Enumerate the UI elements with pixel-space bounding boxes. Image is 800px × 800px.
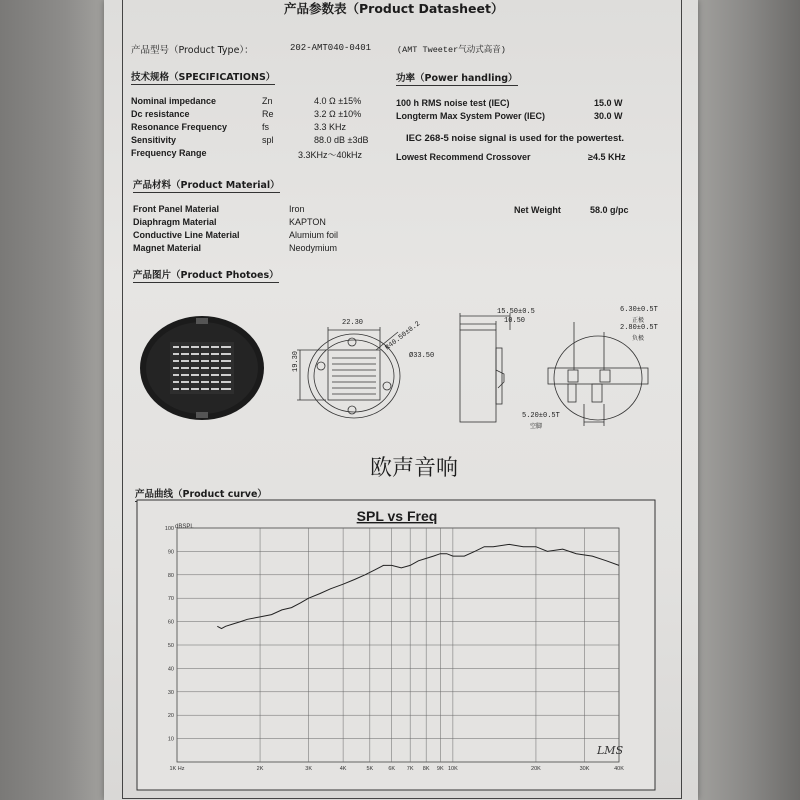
y-tick-label: 100	[164, 526, 174, 532]
dim-negative-cn: 负极	[632, 335, 645, 342]
chart-title: SPL vs Freq	[356, 508, 438, 524]
power-value: 30.0 W	[594, 111, 623, 121]
material-value: KAPTON	[289, 217, 326, 227]
material-name: Front Panel Material	[133, 204, 220, 214]
power-value: 15.0 W	[594, 98, 623, 108]
material-name: Conductive Line Material	[133, 230, 240, 240]
diaphragm-slots	[173, 347, 231, 389]
spec-name: Frequency Range	[131, 148, 207, 158]
y-tick-label: 30	[167, 689, 174, 696]
spec-symbol: fs	[262, 122, 270, 132]
crossover-label: Lowest Recommend Crossover	[396, 152, 531, 162]
dim-depth-body: 10.50	[504, 317, 526, 325]
y-tick-label: 10	[167, 736, 174, 743]
product-desc: (AMT Tweeter气动式高音)	[397, 45, 506, 55]
datasheet-page	[104, 0, 698, 800]
dim-height: 19.30	[292, 350, 300, 372]
y-tick-label: 50	[167, 643, 174, 649]
x-tick-label: 8K	[422, 766, 430, 772]
power-name: Longterm Max System Power (IEC)	[396, 111, 546, 121]
spec-symbol: spl	[262, 135, 274, 145]
material-value: Iron	[289, 204, 305, 214]
dim-spare: 5.20±0.5T	[522, 412, 560, 420]
x-tick-label: 3K	[305, 766, 313, 772]
dim-negative: 2.80±0.5T	[620, 324, 658, 332]
spec-symbol: Re	[262, 109, 274, 119]
dim-positive-cn: 正极	[632, 317, 645, 324]
y-tick-label: 70	[167, 596, 174, 603]
x-tick-label: 5K	[366, 766, 374, 772]
spec-name: Nominal impedance	[131, 96, 217, 106]
material-value: Alumium foil	[289, 230, 339, 240]
specifications-heading: 技术规格（SPECIFICATIONS）	[131, 69, 275, 85]
x-tick-label: 6K	[388, 766, 396, 772]
x-tick-label: 40K	[614, 766, 624, 772]
y-tick-label: 20	[167, 713, 174, 720]
spec-name: Sensitivity	[131, 135, 177, 145]
x-tick-label: 1K Hz	[169, 766, 185, 772]
dim-diameter: Ø33.50	[409, 352, 435, 360]
spec-name: Dc resistance	[131, 109, 190, 119]
x-tick-label: 30K	[579, 766, 590, 772]
spec-symbol: Zn	[262, 96, 273, 106]
spec-value: 3.2 Ω ±10%	[314, 109, 362, 119]
spec-value: 88.0 dB ±3dB	[314, 135, 369, 145]
y-tick-label: 90	[167, 549, 174, 556]
y-tick-label: 40	[167, 666, 174, 673]
power-name: 100 h RMS noise test (IEC)	[396, 98, 510, 108]
curve-heading: 产品曲线（Product curve）	[135, 486, 267, 502]
photos-heading: 产品图片（Product Photoes）	[133, 267, 279, 283]
chart-signature: LMS	[597, 744, 624, 757]
spec-name: Resonance Frequency	[131, 122, 228, 132]
x-tick-label: 10K	[447, 766, 458, 772]
material-name: Magnet Material	[133, 243, 202, 253]
x-tick-label: 4K	[339, 766, 347, 772]
dim-spare-cn: 空脚	[530, 423, 543, 430]
net-weight-value: 58.0 g/pc	[590, 205, 629, 215]
spl-chart	[137, 500, 655, 790]
dim-positive: 6.30±0.5T	[620, 306, 658, 314]
product-model: 202-AMT040-0401	[290, 43, 372, 53]
spec-value: 4.0 Ω ±15%	[314, 96, 362, 106]
product-photo	[140, 316, 266, 422]
brand-text: 欧声音响	[370, 456, 459, 481]
x-tick-label: 7K	[406, 766, 414, 772]
spec-value: 3.3KHz～40kHz	[298, 150, 363, 160]
background-left	[0, 0, 108, 800]
y-tick-label: 60	[167, 619, 174, 626]
dim-width: 22.30	[342, 319, 364, 327]
page-title: 产品参数表（Product Datasheet）	[284, 1, 504, 16]
dim-depth: 15.50±0.5	[497, 308, 535, 316]
power-handling-heading: 功率（Power handling）	[396, 70, 518, 86]
x-tick-label: 20K	[531, 766, 541, 772]
product-type-label: 产品型号（Product Type）：	[131, 45, 254, 56]
power-note: IEC 268-5 noise signal is used for the powertest.	[406, 133, 625, 144]
crossover-value: ≥4.5 KHz	[588, 152, 626, 162]
chart-ylabel: dBSPL	[175, 524, 194, 530]
y-tick-label: 80	[167, 572, 174, 579]
background-right	[694, 0, 800, 800]
side-view-drawing	[454, 308, 514, 426]
spec-value: 3.3 KHz	[314, 122, 347, 132]
material-value: Neodymium	[289, 243, 338, 253]
dim-radius: R40.50±0.2	[384, 320, 423, 353]
x-tick-label: 2K	[256, 766, 264, 772]
x-tick-label: 9K	[436, 766, 444, 772]
material-name: Diaphragm Material	[133, 217, 217, 227]
net-weight-label: Net Weight	[514, 205, 561, 215]
material-heading: 产品材料（Product Material）	[133, 177, 280, 193]
